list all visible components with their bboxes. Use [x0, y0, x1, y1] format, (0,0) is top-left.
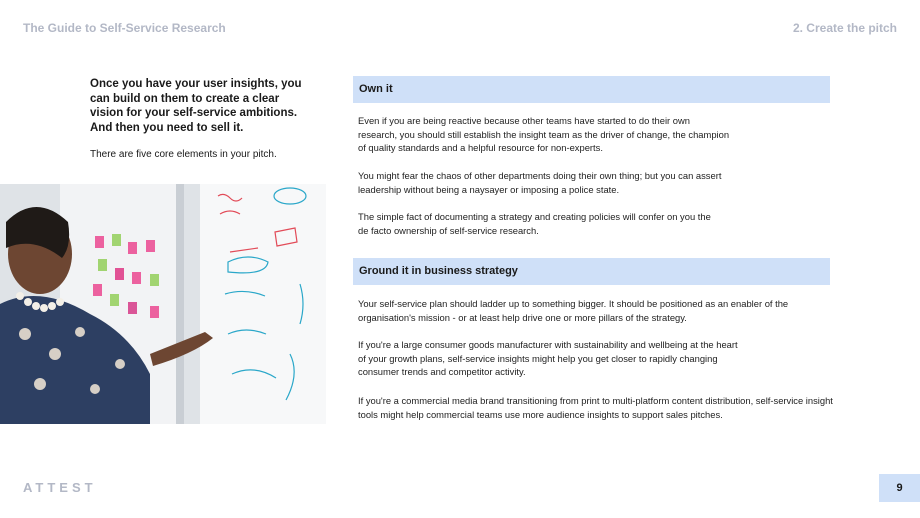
strategy-paragraph-3: If you're a commercial media brand transitioning from print to multi-platform content distribution, self-service insight tools might help commercial teams use more audience insights to support sales pitches.: [358, 395, 833, 420]
intro-block: [90, 77, 305, 161]
guide-title: The Guide to Self-Service Research: [23, 21, 226, 35]
page-number: 9: [879, 474, 920, 502]
whiteboard-photo: [0, 184, 326, 424]
section-title: 2. Create the pitch: [792, 21, 897, 35]
strategy-paragraph-1: Your self-service plan should ladder up to something bigger. It should be positioned as an enabler of the organisation's mission - or at least help drive one or more pillars of the strategy.: [358, 298, 789, 323]
section-heading-own-it: Own it: [353, 76, 830, 103]
own-it-paragraph-3: The simple fact of documenting a strategy and creating policies will confer on you the de facto ownership of self-service research.: [358, 211, 711, 236]
strategy-paragraph-2: If you're a large consumer goods manufacturer with sustainability and wellbeing at the heart of your growth plans, self-service insights might help you get closer to rapidly changing consumer trends and competitor activity.: [358, 339, 738, 377]
intro-lead: Once you have your user insights, you can build on them to create a clear vision for your self-service ambitions. And then you need to sell it.: [90, 78, 302, 134]
own-it-paragraph-2: You might fear the chaos of other departments doing their own thing; but you can assert leadership without being a naysayer or imposing a police state.: [358, 170, 722, 195]
own-it-paragraph-1: Even if you are being reactive because other teams have started to do their own research, you should still establish the insight team as the driver of change, the champion of quality standards and a helpful resource for non-experts.: [358, 115, 730, 153]
intro-note: There are five core elements in your pitch.: [90, 149, 277, 160]
section-heading-business-strategy: Ground it in business strategy: [353, 258, 830, 285]
brand-logo: ATTEST: [23, 480, 97, 495]
